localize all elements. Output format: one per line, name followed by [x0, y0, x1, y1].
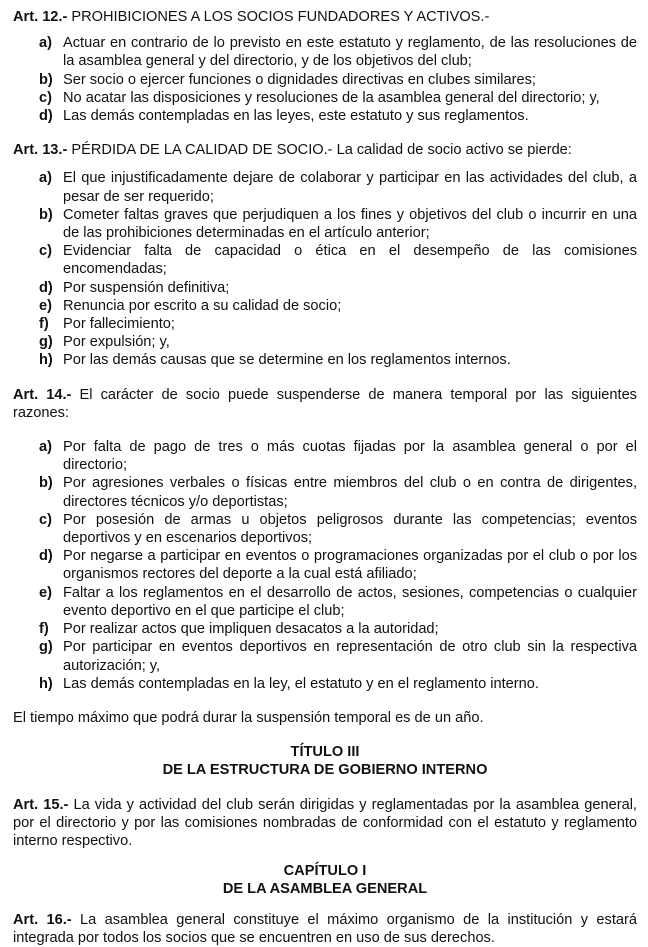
item-text: Faltar a los reglamentos en el desarrollo de actos, sesiones, competencias o cualquier evento deportivo en el que participe el club; [63, 584, 637, 619]
item-text: Renuncia por escrito a su calidad de socio; [63, 297, 342, 314]
item-label: c) [39, 243, 52, 260]
item-label: d) [39, 108, 53, 125]
item-label: a) [39, 170, 52, 187]
article-14-closing: El tiempo máximo que podrá durar la suspensión temporal es de un año. [13, 709, 484, 726]
article-14-list [13, 438, 637, 693]
article-text: La vida y actividad del club serán dirigidas y reglamentadas por la asamblea general, por el directorio y por las comisiones nombradas de conformidad con el estatuto y reglamento interno respectivo. [13, 796, 637, 849]
item-label: a) [39, 439, 52, 456]
item-label: e) [39, 584, 52, 601]
article-14-heading [13, 386, 637, 422]
item-label: c) [39, 511, 52, 528]
article-number: Art. 16.- [13, 911, 72, 928]
item-label: h) [39, 352, 53, 369]
article-13 [13, 141, 637, 369]
article-title: PROHIBICIONES A LOS SOCIOS FUNDADORES Y ACTIVOS.- [67, 9, 490, 25]
item-text: Por expulsión; y, [63, 334, 170, 351]
item-text: Por posesión de armas u objetos peligrosos durante las competencias; eventos deportivos y en escenarios deportivos; [63, 511, 637, 547]
list-item [13, 89, 637, 107]
title-line: DE LA ASAMBLEA GENERAL [222, 881, 428, 898]
item-label: f) [39, 316, 49, 333]
article-16 [13, 911, 637, 947]
item-text: No acatar las disposiciones y resoluciones de la asamblea general del directorio; y, [63, 89, 600, 106]
item-label: c) [39, 89, 52, 106]
list-item [13, 620, 637, 638]
section-title-capitulo-1 [13, 862, 637, 898]
list-item [13, 169, 637, 205]
article-13-heading [13, 141, 637, 159]
title-line: TÍTULO III [290, 744, 360, 761]
article-number: Art. 12.- [13, 9, 68, 25]
article-number: Art. 15.- [13, 796, 69, 813]
item-label: a) [39, 35, 52, 52]
item-label: d) [39, 279, 53, 296]
list-item [13, 242, 637, 278]
article-15 [13, 796, 637, 851]
item-label: b) [39, 71, 53, 88]
item-text: Evidenciar falta de capacidad o ética en el desempeño de las comisiones encomendadas; [63, 243, 637, 278]
section-title-titulo-3 [13, 743, 637, 779]
item-text: Por las demás causas que se determine en los reglamentos internos. [63, 352, 511, 369]
item-text: El que injustificadamente dejare de colaborar y participar en las actividades del club, a pesar de ser requerido; [63, 170, 637, 205]
item-text: Por falta de pago de tres o más cuotas fijadas por la asamblea general o por el directorio; [63, 439, 637, 474]
item-text: Actuar en contrario de lo previsto en este estatuto y reglamento, de las resoluciones de la asamblea general y del directorio, y de los objetivos del club; [63, 35, 637, 70]
item-text: Las demás contempladas en las leyes, este estatuto y sus reglamentos. [63, 108, 529, 125]
article-number: Art. 14.- [13, 386, 72, 403]
article-number: Art. 13.- [13, 142, 68, 159]
list-item [13, 584, 637, 620]
item-text: Por participar en eventos deportivos en representación de otro club sin la respectiva autorización; y, [63, 639, 637, 674]
list-item [13, 333, 637, 351]
article-title: El carácter de socio puede suspenderse de manera temporal por las siguientes razones: [13, 386, 637, 421]
item-text: Las demás contempladas en la ley, el estatuto y en el reglamento interno. [63, 675, 539, 692]
list-item [13, 675, 637, 693]
article-14 [13, 386, 637, 727]
list-item [13, 351, 637, 369]
document-page [13, 8, 637, 947]
title-line: CAPÍTULO I [283, 863, 367, 880]
item-text: Cometer faltas graves que perjudiquen a los fines y objetivos del club o incurrir en una de las prohibiciones determinadas en el artículo anterior; [63, 206, 637, 242]
item-text: Ser socio o ejercer funciones o dignidades directivas en clubes similares; [63, 71, 536, 88]
list-item [13, 315, 637, 333]
list-item [13, 206, 637, 242]
item-label: g) [39, 639, 53, 656]
article-12-heading [13, 8, 637, 26]
item-label: h) [39, 675, 53, 692]
item-label: g) [39, 334, 53, 351]
article-title: PÉRDIDA DE LA CALIDAD DE SOCIO.- La calidad de socio activo se pierde: [67, 142, 572, 159]
article-13-list [13, 169, 637, 369]
list-item [13, 511, 637, 547]
item-text: Por negarse a participar en eventos o programaciones organizadas por el club o por los organismos rectores del deporte a la cual está afiliado; [63, 548, 637, 583]
item-label: b) [39, 206, 53, 223]
item-label: b) [39, 475, 53, 492]
list-item [13, 638, 637, 674]
item-label: f) [39, 621, 49, 638]
list-item [13, 279, 637, 297]
list-item [13, 107, 637, 125]
list-item [13, 71, 637, 89]
list-item [13, 547, 637, 583]
item-text: Por fallecimiento; [63, 316, 175, 333]
article-12 [13, 8, 637, 125]
item-text: Por realizar actos que impliquen desacatos a la autoridad; [63, 621, 439, 638]
list-item [13, 297, 637, 315]
title-line: DE LA ESTRUCTURA DE GOBIERNO INTERNO [162, 762, 488, 779]
list-item [13, 474, 637, 510]
item-text: Por suspensión definitiva; [63, 279, 230, 296]
item-label: e) [39, 297, 52, 314]
item-text: Por agresiones verbales o físicas entre miembros del club o en contra de dirigentes, directores técnicos y/o deportistas; [63, 475, 637, 510]
article-12-list [13, 34, 637, 125]
article-text: La asamblea general constituye el máximo organismo de la institución y estará integrada por todos los socios que se encuentren en uso de sus derechos. [13, 911, 637, 946]
list-item [13, 438, 637, 474]
item-label: d) [39, 548, 53, 565]
list-item [13, 34, 637, 70]
